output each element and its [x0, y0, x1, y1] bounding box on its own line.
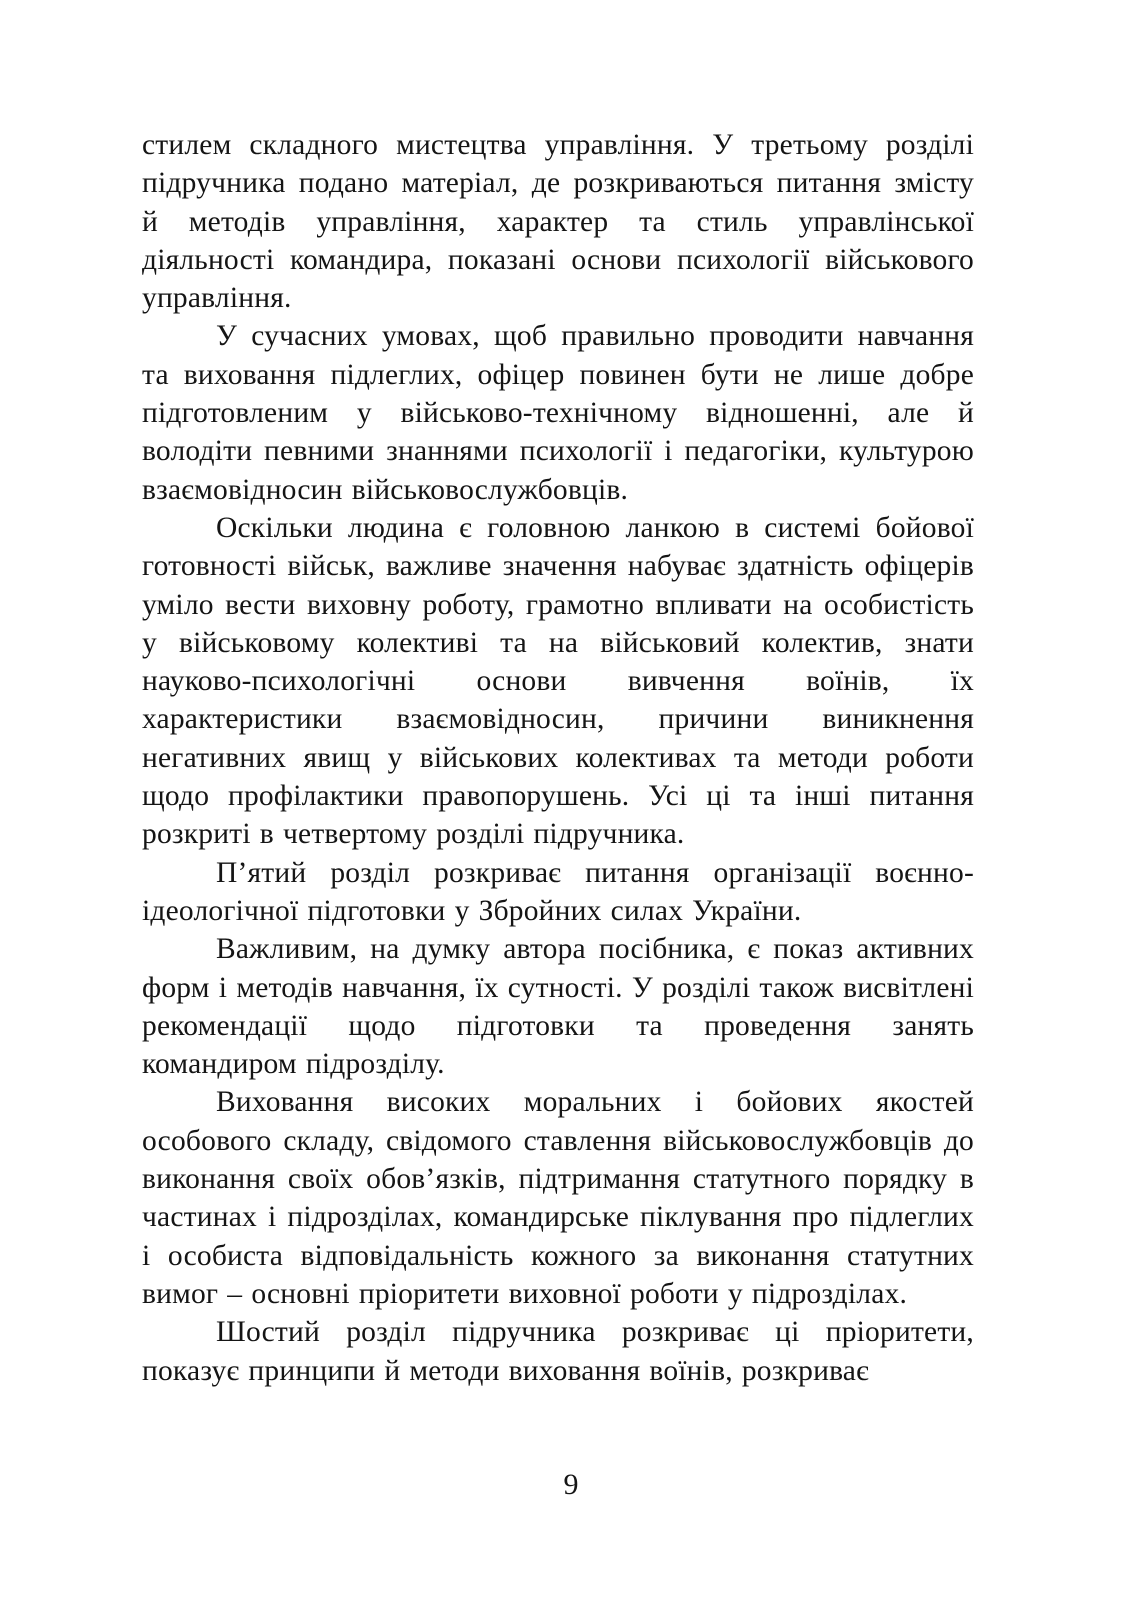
paragraph: П’ятий розділ розкриває питання організації воєнно-ідеологічної підготовки у Збройних силах України.	[142, 856, 974, 927]
text-block	[142, 126, 974, 1390]
paragraph: Важливим, на думку автора посібника, є показ активних форм і методів навчання, їх сутності. У розділі також висвітлені рекомендації щодо підготовки та проведення занять командиром підрозділу.	[142, 933, 974, 1081]
paragraph: У сучасних умовах, щоб правильно проводити навчання та виховання підлеглих, офіцер повинен бути не лише добре підготовленим у військово-технічному відношенні, але й володіти певними знаннями психології і педагогіки, культурою взаємовідносин військовослужбовців.	[142, 320, 974, 506]
paragraph: Оскільки людина є головною ланкою в системі бойової готовності військ, важливе значення набуває здатність офіцерів уміло вести виховну роботу, грамотно впливати на особистість у військовому колективі та на військовий колектив, знати науково-психологічні основи вивчення воїнів, їх характеристики взаємовідносин, причини виникнення негативних явищ у військових колективах та методи роботи щодо профілактики правопорушень. Усі ці та інші питання розкриті в четвертому розділі підручника.	[142, 511, 974, 851]
paragraph: Шостий розділ підручника розкриває ці пріоритети, показує принципи й методи виховання воїнів, розкриває	[142, 1316, 974, 1387]
page-number: 9	[563, 1468, 579, 1501]
paragraph: Виховання високих моральних і бойових якостей особового складу, свідомого ставлення військовослужбовців до виконання своїх обов’язків, підтримання статутного порядку в частинах і підрозділах, командирське піклування про підлеглих і особиста відповідальність кожного за виконання статутних вимог – основні пріоритети виховної роботи у підрозділах.	[142, 1086, 974, 1310]
paragraph: стилем складного мистецтва управління. У третьому розділі підручника подано матеріал, де розкриваються питання змісту й методів управління, характер та стиль управлінської діяльності командира, показані основи психології військового управління.	[142, 129, 974, 315]
